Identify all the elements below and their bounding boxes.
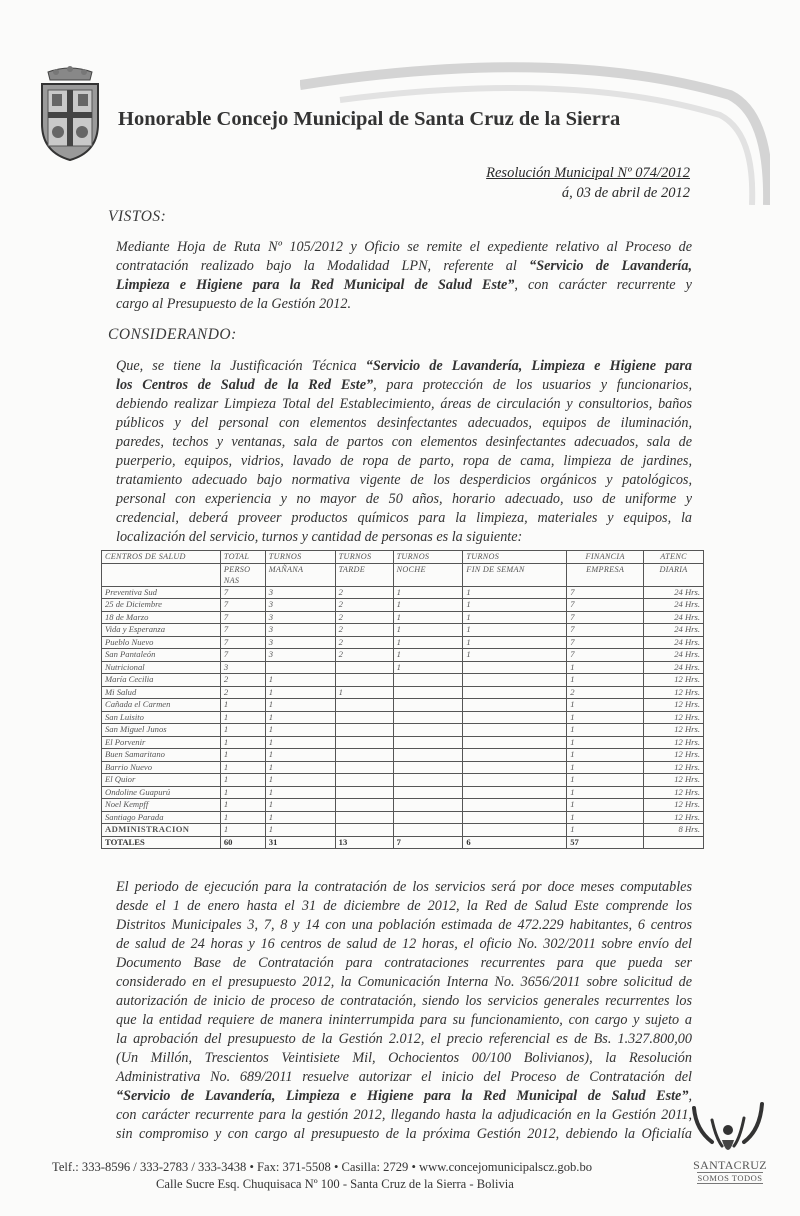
table-cell: 2 bbox=[220, 674, 265, 687]
table-row bbox=[102, 586, 704, 599]
table-row bbox=[102, 736, 704, 749]
table-cell bbox=[393, 799, 463, 812]
table-cell: 3 bbox=[220, 661, 265, 674]
table-cell: Cañada el Carmen bbox=[102, 699, 221, 712]
table-cell bbox=[335, 824, 393, 837]
footer-contact: Telf.: 333-8596 / 333-2783 / 333-3438 • Fax: 371-5508 • Casilla: 2729 • www.concejomunicipalscz.gob.bo bbox=[52, 1160, 593, 1174]
table-header-cell: TARDE bbox=[335, 563, 393, 586]
table-header-cell: TOTAL bbox=[220, 551, 265, 564]
table-cell bbox=[335, 711, 393, 724]
table-header-cell: TURNOS bbox=[393, 551, 463, 564]
table-cell bbox=[265, 661, 335, 674]
table-cell: 12 Hrs. bbox=[644, 799, 704, 812]
table-cell: Noel Kempff bbox=[102, 799, 221, 812]
table-row bbox=[102, 611, 704, 624]
table-cell: 1 bbox=[567, 699, 644, 712]
table-cell: 1 bbox=[567, 711, 644, 724]
logo-tagline: SOMOS TODOS bbox=[697, 1173, 763, 1183]
table-cell: 7 bbox=[567, 636, 644, 649]
table-cell: Pueblo Nuevo bbox=[102, 636, 221, 649]
table-cell: ADMINISTRACION bbox=[102, 824, 221, 837]
table-header-cell: MAÑANA bbox=[265, 563, 335, 586]
considerando-paragraph bbox=[116, 357, 692, 547]
table-header-row bbox=[102, 551, 704, 564]
table-cell: 7 bbox=[567, 624, 644, 637]
body-line: “Servicio de Lavandería, Limpieza e Higiene para la Red Municipal de Salud Este”, bbox=[116, 1088, 692, 1104]
table-cell: 1 bbox=[567, 661, 644, 674]
considerando-line: tratamiento adecuado bajo normativa vigente de los desperdicios orgánicos y patológicos, bbox=[116, 472, 692, 488]
table-cell: 1 bbox=[463, 599, 567, 612]
logo-wordmark: SANTACRUZ bbox=[693, 1158, 767, 1172]
table-cell bbox=[644, 836, 704, 849]
table-cell: 1 bbox=[220, 711, 265, 724]
table-header-cell: CENTROS DE SALUD bbox=[102, 551, 221, 564]
table-header-cell: TURNOS bbox=[265, 551, 335, 564]
table-cell bbox=[393, 811, 463, 824]
table-cell: 12 Hrs. bbox=[644, 811, 704, 824]
table-cell: 1 bbox=[463, 624, 567, 637]
table-cell: 1 bbox=[393, 624, 463, 637]
table-cell: 1 bbox=[265, 736, 335, 749]
table-cell bbox=[463, 761, 567, 774]
execution-period-paragraph bbox=[116, 878, 692, 1144]
table-cell: 25 de Diciembre bbox=[102, 599, 221, 612]
table-header-cell: ATENC bbox=[644, 551, 704, 564]
table-cell: 6 bbox=[463, 836, 567, 849]
table-header-cell: FIN DE SEMAN bbox=[463, 563, 567, 586]
body-line: (Un Millón, Trescientos Veintisiete Mil, Ochocientos 00/100 Bolivianos), la Resolución bbox=[116, 1050, 692, 1066]
table-cell bbox=[393, 686, 463, 699]
table-cell: Ondoline Guapurú bbox=[102, 786, 221, 799]
table-cell: 1 bbox=[567, 811, 644, 824]
table-cell: 1 bbox=[265, 824, 335, 837]
table-cell: 24 Hrs. bbox=[644, 661, 704, 674]
resolution-date: á, 03 de abril de 2012 bbox=[561, 185, 690, 201]
table-cell: 31 bbox=[265, 836, 335, 849]
table-cell: Buen Samaritano bbox=[102, 749, 221, 762]
table-cell: 1 bbox=[265, 786, 335, 799]
body-line: considerado en el presupuesto 2012, la Comunicación Interna No. 3656/2011 sobre solicitud de bbox=[116, 974, 692, 990]
table-cell: Vida y Esperanza bbox=[102, 624, 221, 637]
table-cell: San Pantaleón bbox=[102, 649, 221, 662]
considerando-line: Que, se tiene la Justificación Técnica “Servicio de Lavandería, Limpieza e Higiene para bbox=[116, 358, 692, 374]
table-row bbox=[102, 786, 704, 799]
table-cell: 1 bbox=[393, 599, 463, 612]
table-row bbox=[102, 699, 704, 712]
table-cell: 18 de Marzo bbox=[102, 611, 221, 624]
table-row bbox=[102, 761, 704, 774]
table-cell bbox=[463, 811, 567, 824]
table-header-cell: DIARIA bbox=[644, 563, 704, 586]
table-cell bbox=[335, 811, 393, 824]
table-cell: 1 bbox=[220, 761, 265, 774]
table-cell bbox=[393, 724, 463, 737]
table-cell: 1 bbox=[265, 761, 335, 774]
table-cell: 7 bbox=[567, 586, 644, 599]
considerando-line: paredes, techos y ventanas, sala de partos con elementos desinfectantes adecuados, sala de bbox=[116, 434, 692, 450]
table-row bbox=[102, 599, 704, 612]
table-header-cell: FINANCIA bbox=[567, 551, 644, 564]
body-line: con carácter recurrente para la gestión 2012, llegando hasta la adjudicación en la Gestión 2011, bbox=[116, 1107, 692, 1123]
table-cell: 1 bbox=[265, 686, 335, 699]
table-cell: 57 bbox=[567, 836, 644, 849]
table-cell bbox=[463, 749, 567, 762]
body-line: desde el 1 de enero hasta el 31 de diciembre de 2012, la Red de Salud Este comprende los bbox=[116, 898, 692, 914]
table-cell bbox=[335, 774, 393, 787]
table-cell: 2 bbox=[335, 649, 393, 662]
table-cell: 1 bbox=[567, 799, 644, 812]
table-cell: 1 bbox=[220, 699, 265, 712]
table-cell: Santiago Parada bbox=[102, 811, 221, 824]
table-cell: 1 bbox=[265, 749, 335, 762]
table-cell: 12 Hrs. bbox=[644, 786, 704, 799]
table-cell: 12 Hrs. bbox=[644, 711, 704, 724]
table-cell: 24 Hrs. bbox=[644, 636, 704, 649]
table-row bbox=[102, 624, 704, 637]
table-cell: 1 bbox=[265, 774, 335, 787]
table-cell bbox=[393, 761, 463, 774]
table-cell: 2 bbox=[335, 624, 393, 637]
table-cell: 13 bbox=[335, 836, 393, 849]
table-cell: 1 bbox=[567, 724, 644, 737]
table-cell: 2 bbox=[335, 636, 393, 649]
table-row bbox=[102, 811, 704, 824]
table-cell: 1 bbox=[393, 586, 463, 599]
body-line: Documento Base de Contratación para contrataciones recurrentes para que pueda ser bbox=[116, 955, 692, 971]
coat-of-arms-icon bbox=[34, 66, 106, 162]
table-row bbox=[102, 724, 704, 737]
organization-title: Honorable Concejo Municipal de Santa Cruz de la Sierra bbox=[118, 108, 621, 130]
table-cell: 7 bbox=[220, 611, 265, 624]
table-cell: San Miguel Junos bbox=[102, 724, 221, 737]
vistos-line: Mediante Hoja de Ruta Nº 105/2012 y Oficio se remite el expediente relativo al Proceso de bbox=[116, 239, 692, 255]
table-cell bbox=[393, 774, 463, 787]
considerando-line: puerperio, equipos, vidrios, lavado de ropa de parto, ropa de cama, limpieza de jardines, bbox=[116, 453, 692, 469]
table-cell: 2 bbox=[335, 586, 393, 599]
table-cell: 3 bbox=[265, 599, 335, 612]
table-cell: 1 bbox=[567, 824, 644, 837]
body-line: sin compromiso y con cargo al presupuesto de la próxima Gestión 2012, debiendo la Oficialía bbox=[116, 1126, 692, 1142]
body-line: Administrativa No. 689/2011 resuelve autorizar el inicio del Proceso de Contratación del bbox=[116, 1069, 692, 1085]
table-cell: 1 bbox=[265, 674, 335, 687]
table-row bbox=[102, 686, 704, 699]
table-cell: 1 bbox=[567, 761, 644, 774]
table-cell: TOTALES bbox=[102, 836, 221, 849]
considerando-line: públicos y del personal con elementos desinfectantes adecuados, equipos de iluminación, bbox=[116, 415, 692, 431]
table-cell: 2 bbox=[335, 611, 393, 624]
table-cell: 1 bbox=[463, 636, 567, 649]
table-header-cell: TURNOS bbox=[463, 551, 567, 564]
resolution-number: Resolución Municipal Nº 074/2012 bbox=[486, 165, 690, 181]
table-cell: 1 bbox=[265, 699, 335, 712]
table-cell: 1 bbox=[265, 711, 335, 724]
health-centers-table bbox=[101, 550, 704, 849]
table-cell: 1 bbox=[567, 674, 644, 687]
table-cell: 2 bbox=[220, 686, 265, 699]
table-cell: 7 bbox=[220, 586, 265, 599]
table-header-cell: PERSO NAS bbox=[220, 563, 265, 586]
table-cell: 1 bbox=[335, 686, 393, 699]
table-cell bbox=[463, 824, 567, 837]
table-cell: 2 bbox=[567, 686, 644, 699]
vistos-paragraph bbox=[116, 238, 692, 314]
table-cell bbox=[463, 661, 567, 674]
table-cell: Nutricional bbox=[102, 661, 221, 674]
body-line: autorización de inicio de proceso de contratación, siendo los servicios generales recurrentes los bbox=[116, 993, 692, 1009]
table-row bbox=[102, 661, 704, 674]
table-cell bbox=[393, 736, 463, 749]
table-cell bbox=[393, 824, 463, 837]
considerando-heading: CONSIDERANDO: bbox=[108, 326, 237, 343]
table-totals-row bbox=[102, 836, 704, 849]
table-cell: 7 bbox=[567, 599, 644, 612]
table-cell: 7 bbox=[220, 649, 265, 662]
table-cell: Mi Salud bbox=[102, 686, 221, 699]
vistos-line: contratación realizado bajo la Modalidad LPN, referente al “Servicio de Lavandería, bbox=[116, 258, 692, 274]
table-header-cell: EMPRESA bbox=[567, 563, 644, 586]
table-cell bbox=[463, 711, 567, 724]
considerando-line: localización del servicio, turnos y cantidad de personas es la siguiente: bbox=[116, 529, 523, 545]
table-cell: 1 bbox=[220, 811, 265, 824]
table-cell: 1 bbox=[567, 749, 644, 762]
table-row bbox=[102, 774, 704, 787]
table-cell bbox=[393, 711, 463, 724]
table-cell: María Cecilia bbox=[102, 674, 221, 687]
table-cell bbox=[463, 724, 567, 737]
footer-address: Calle Sucre Esq. Chuquisaca Nº 100 - Santa Cruz de la Sierra - Bolivia bbox=[156, 1177, 514, 1191]
table-cell: 1 bbox=[567, 736, 644, 749]
body-line: que la entidad requiere de manera ininterrumpida para su funcionamiento, con cargo y sujeto a bbox=[116, 1012, 692, 1028]
table-cell: El Porvenir bbox=[102, 736, 221, 749]
table-cell bbox=[335, 674, 393, 687]
table-row bbox=[102, 799, 704, 812]
table-cell: 24 Hrs. bbox=[644, 611, 704, 624]
table-subheader-row bbox=[102, 563, 704, 586]
table-cell: El Quior bbox=[102, 774, 221, 787]
table-cell: San Luisito bbox=[102, 711, 221, 724]
table-cell: 1 bbox=[220, 724, 265, 737]
vistos-heading: VISTOS: bbox=[108, 208, 167, 225]
body-line: El periodo de ejecución para la contratación de los servicios será por doce meses computables bbox=[116, 879, 692, 895]
table-cell: 12 Hrs. bbox=[644, 761, 704, 774]
table-cell: 1 bbox=[567, 774, 644, 787]
table-cell: 7 bbox=[220, 599, 265, 612]
table-header-cell: TURNOS bbox=[335, 551, 393, 564]
body-line: Distritos Municipales 3, 7, 8 y 14 con una población estimada de 472.229 habitantes, 6 centros bbox=[116, 917, 692, 933]
table-cell: 1 bbox=[265, 811, 335, 824]
body-line: la aprobación del presupuesto de la Gestión 2.012, el precio referencial es de Bs. 1.327.800,00 bbox=[116, 1031, 692, 1047]
table-cell bbox=[335, 749, 393, 762]
vistos-line: cargo al Presupuesto de la Gestión 2012. bbox=[116, 296, 351, 312]
table-cell bbox=[393, 786, 463, 799]
table-cell bbox=[393, 699, 463, 712]
table-cell: 24 Hrs. bbox=[644, 624, 704, 637]
table-cell bbox=[463, 786, 567, 799]
table-cell bbox=[463, 774, 567, 787]
table-cell bbox=[463, 799, 567, 812]
table-cell: 3 bbox=[265, 611, 335, 624]
table-cell: 7 bbox=[220, 624, 265, 637]
considerando-line: personal con experiencia y no mayor de 50 años, horario adecuado, uso de uniforme y bbox=[116, 491, 692, 507]
table-row bbox=[102, 649, 704, 662]
table-row bbox=[102, 636, 704, 649]
table-cell: 1 bbox=[220, 749, 265, 762]
table-cell bbox=[335, 724, 393, 737]
table-cell: 1 bbox=[393, 661, 463, 674]
table-cell bbox=[335, 736, 393, 749]
table-cell bbox=[335, 661, 393, 674]
table-cell: 1 bbox=[567, 786, 644, 799]
table-cell: 2 bbox=[335, 599, 393, 612]
vistos-line: Limpieza e Higiene para la Red Municipal de Salud Este”, con carácter recurrente y bbox=[116, 277, 692, 293]
table-cell: 12 Hrs. bbox=[644, 736, 704, 749]
table-cell: 1 bbox=[463, 611, 567, 624]
table-cell: Barrio Nuevo bbox=[102, 761, 221, 774]
table-cell: 1 bbox=[463, 586, 567, 599]
table-cell: 7 bbox=[567, 649, 644, 662]
table-cell bbox=[393, 674, 463, 687]
table-cell bbox=[335, 799, 393, 812]
table-cell: 1 bbox=[220, 799, 265, 812]
table-cell: 12 Hrs. bbox=[644, 724, 704, 737]
table-cell: 1 bbox=[265, 724, 335, 737]
table-cell: 24 Hrs. bbox=[644, 649, 704, 662]
table-cell: 3 bbox=[265, 636, 335, 649]
table-cell: 1 bbox=[220, 774, 265, 787]
table-cell: 12 Hrs. bbox=[644, 774, 704, 787]
table-row bbox=[102, 711, 704, 724]
table-row bbox=[102, 749, 704, 762]
body-line: de salud de 24 horas y 16 centros de salud de 12 horas, el oficio No. 302/2011 sobre envío del bbox=[116, 936, 692, 952]
table-cell bbox=[335, 699, 393, 712]
table-cell bbox=[463, 736, 567, 749]
table-cell bbox=[393, 749, 463, 762]
table-cell: 12 Hrs. bbox=[644, 749, 704, 762]
table-cell bbox=[463, 686, 567, 699]
table-cell: 1 bbox=[265, 799, 335, 812]
table-cell bbox=[335, 786, 393, 799]
table-cell: 3 bbox=[265, 586, 335, 599]
table-cell: Preventiva Sud bbox=[102, 586, 221, 599]
considerando-line: los Centros de Salud de la Red Este”, para protección de los usuarios y funcionarios, bbox=[116, 377, 692, 393]
table-cell: 7 bbox=[220, 636, 265, 649]
table-cell: 60 bbox=[220, 836, 265, 849]
table-cell: 1 bbox=[463, 649, 567, 662]
table-header-cell bbox=[102, 563, 221, 586]
table-cell: 1 bbox=[220, 786, 265, 799]
table-row bbox=[102, 824, 704, 837]
table-cell: 3 bbox=[265, 624, 335, 637]
table-row bbox=[102, 674, 704, 687]
table-cell: 24 Hrs. bbox=[644, 599, 704, 612]
table-cell: 12 Hrs. bbox=[644, 699, 704, 712]
table-cell: 24 Hrs. bbox=[644, 586, 704, 599]
considerando-line: credencial, deberá proveer productos químicos para la limpieza, materiales y equipos, la bbox=[116, 510, 692, 526]
considerando-line: debiendo realizar Limpieza Total del Establecimiento, áreas de circulación y consultorios, baños bbox=[116, 396, 692, 412]
table-cell: 1 bbox=[220, 824, 265, 837]
table-cell bbox=[335, 761, 393, 774]
table-cell: 8 Hrs. bbox=[644, 824, 704, 837]
table-cell bbox=[463, 674, 567, 687]
table-cell: 1 bbox=[393, 649, 463, 662]
table-cell: 1 bbox=[393, 636, 463, 649]
table-cell: 1 bbox=[220, 736, 265, 749]
table-cell: 12 Hrs. bbox=[644, 674, 704, 687]
table-cell: 7 bbox=[393, 836, 463, 849]
table-header-cell: NOCHE bbox=[393, 563, 463, 586]
table-cell: 1 bbox=[393, 611, 463, 624]
table-cell bbox=[463, 699, 567, 712]
table-cell: 12 Hrs. bbox=[644, 686, 704, 699]
table-cell: 3 bbox=[265, 649, 335, 662]
table-cell: 7 bbox=[567, 611, 644, 624]
